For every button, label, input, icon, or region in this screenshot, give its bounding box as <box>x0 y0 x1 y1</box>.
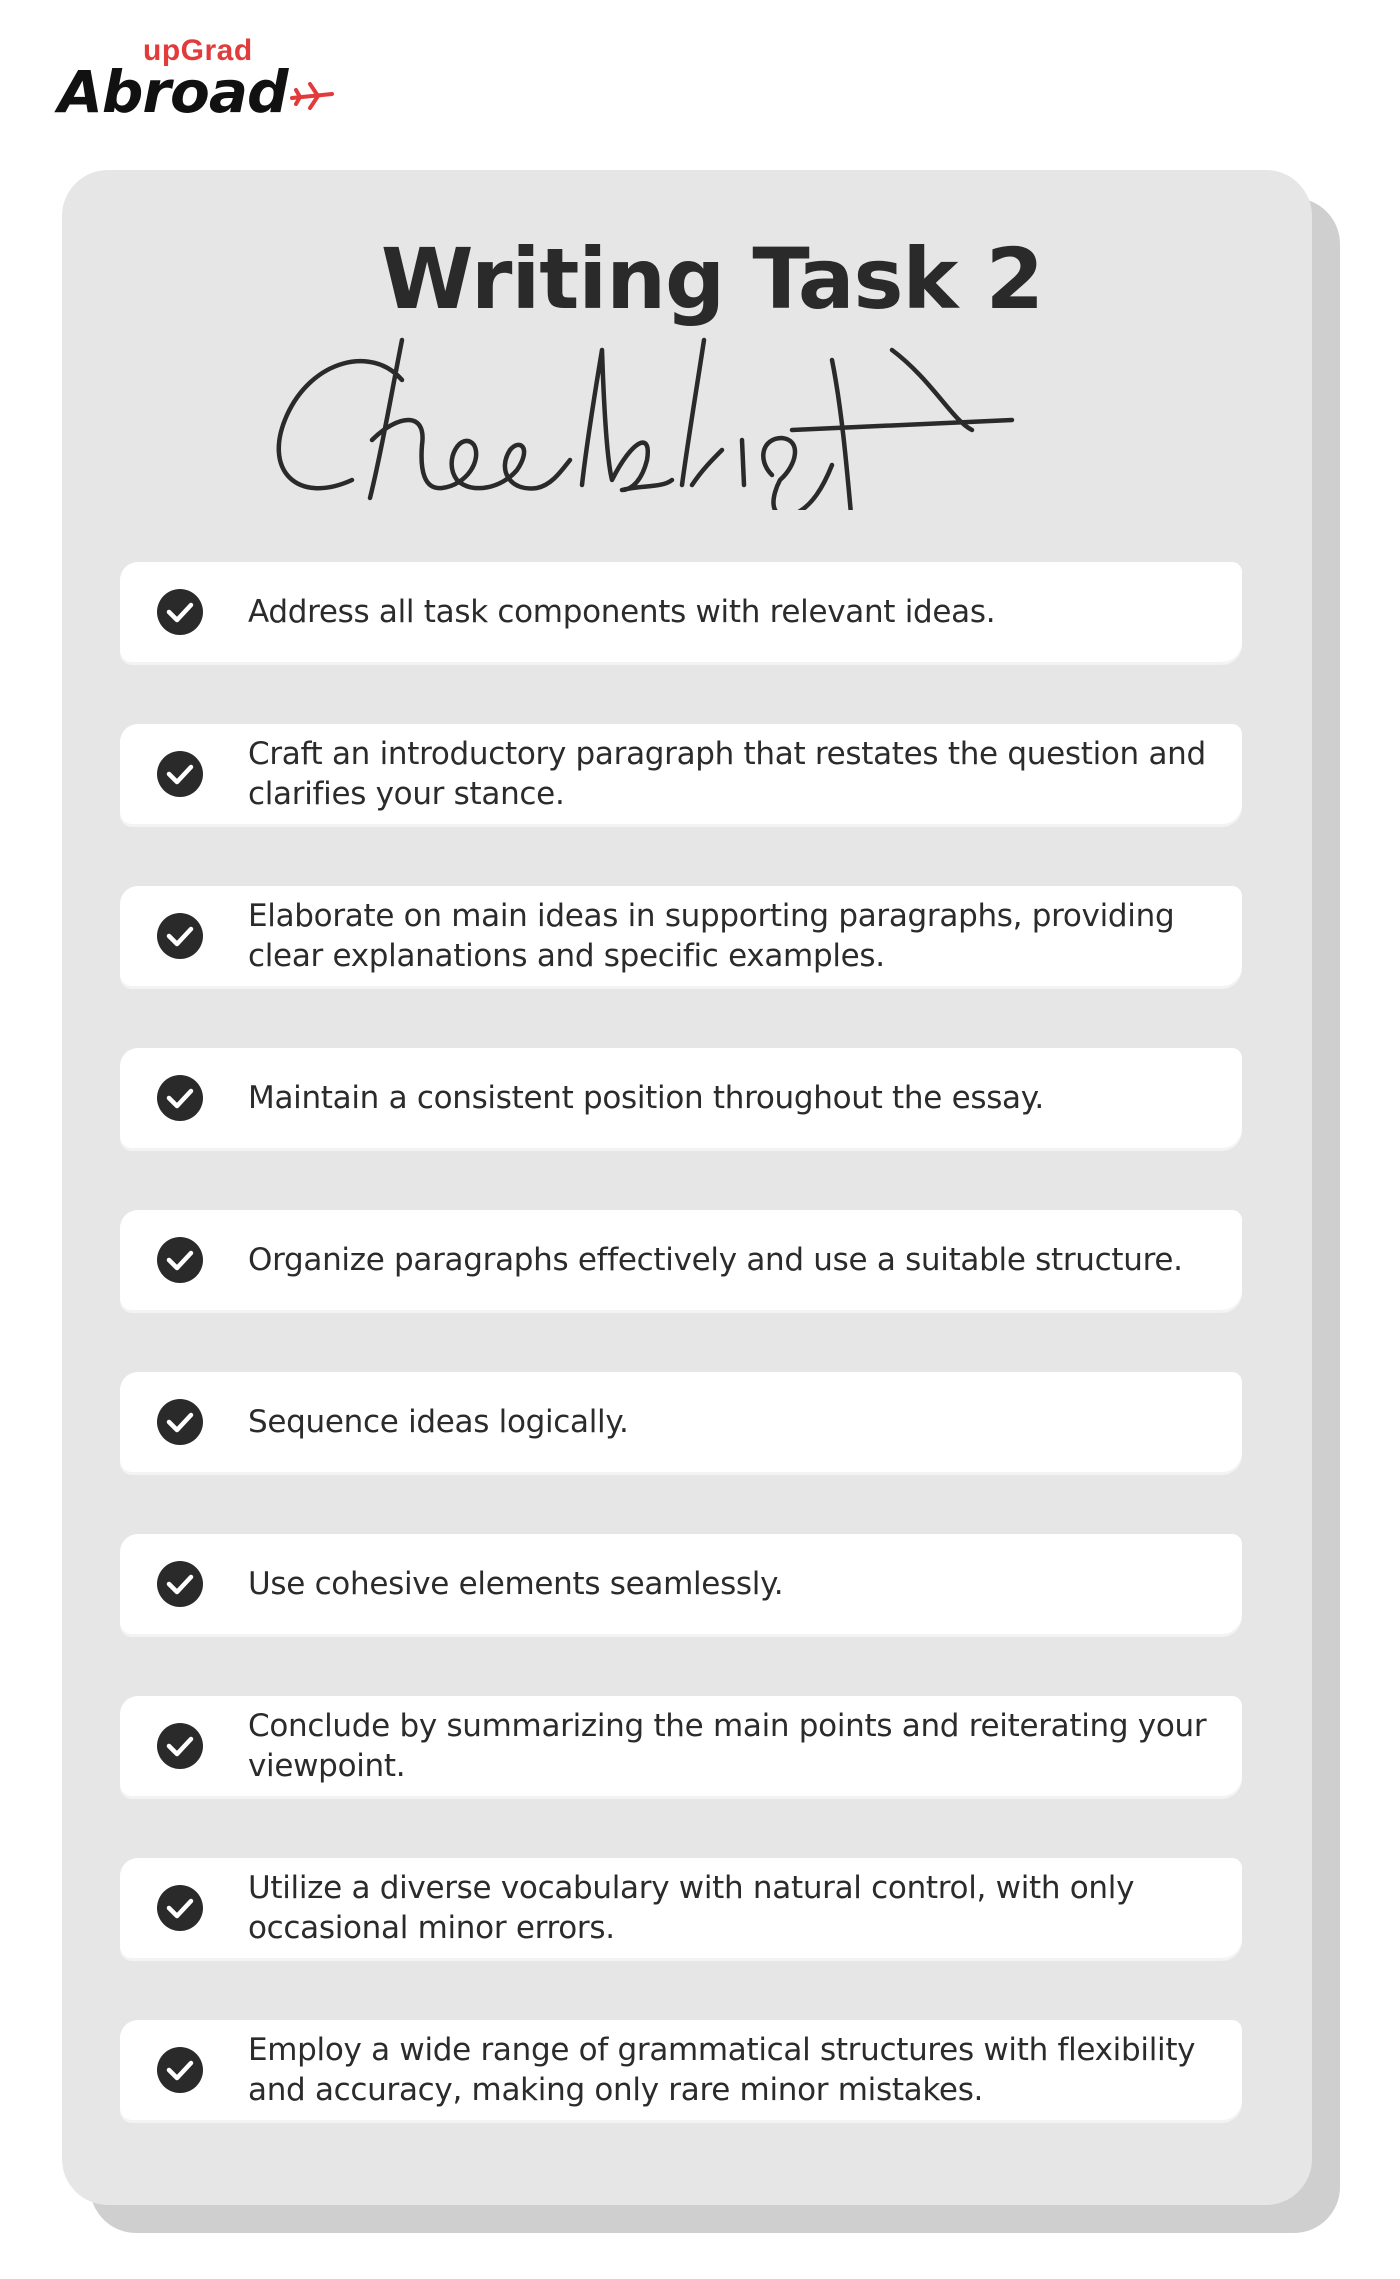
checklist-item <box>120 562 1242 662</box>
checklist-item <box>120 1696 1242 1796</box>
checklist-item-text: Address all task components with relevant ideas. <box>248 594 996 630</box>
checklist-item-text: Craft an introductory paragraph that restates the question and clarifies your stance. <box>248 736 1206 812</box>
checklist-script-heading <box>252 320 1032 510</box>
checklist-item-text: Utilize a diverse vocabulary with natural control, with only occasional minor errors. <box>248 1870 1135 1946</box>
checklist-script-stroke <box>279 340 1012 510</box>
checklist-item-text: Employ a wide range of grammatical structures with flexibility and accuracy, making only rare minor mistakes. <box>248 2032 1196 2108</box>
checklist-item-text: Elaborate on main ideas in supporting paragraphs, providing clear explanations and specific examples. <box>248 898 1175 974</box>
logo-abroad-text: Abroad <box>58 58 288 126</box>
checklist <box>120 562 1242 2182</box>
checklist-item <box>120 1858 1242 1958</box>
checklist-item <box>120 1534 1242 1634</box>
checklist-item-text: Sequence ideas logically. <box>248 1404 629 1440</box>
checklist-item <box>120 1210 1242 1310</box>
check-circle-icon <box>156 1074 204 1122</box>
check-circle-icon <box>156 750 204 798</box>
checklist-item <box>120 886 1242 986</box>
checklist-item <box>120 1372 1242 1472</box>
checklist-item-text: Use cohesive elements seamlessly. <box>248 1566 784 1602</box>
check-circle-icon <box>156 1884 204 1932</box>
checklist-item-text: Organize paragraphs effectively and use a suitable structure. <box>248 1242 1183 1278</box>
check-circle-icon <box>156 588 204 636</box>
checklist-item-text: Conclude by summarizing the main points and reiterating your viewpoint. <box>248 1708 1207 1784</box>
checklist-item <box>120 724 1242 824</box>
check-circle-icon <box>156 1236 204 1284</box>
check-circle-icon <box>156 912 204 960</box>
brand-logo <box>58 34 348 124</box>
logo-upgrad-text: upGrad <box>143 34 253 67</box>
airplane-icon <box>288 76 338 116</box>
page-title: Writing Task 2 <box>380 230 1044 328</box>
checklist-card <box>62 170 1312 2205</box>
checklist-item-text: Maintain a consistent position throughout the essay. <box>248 1080 1044 1116</box>
check-circle-icon <box>156 1560 204 1608</box>
check-circle-icon <box>156 1722 204 1770</box>
check-circle-icon <box>156 2046 204 2094</box>
checklist-item <box>120 1048 1242 1148</box>
check-circle-icon <box>156 1398 204 1446</box>
checklist-item <box>120 2020 1242 2120</box>
